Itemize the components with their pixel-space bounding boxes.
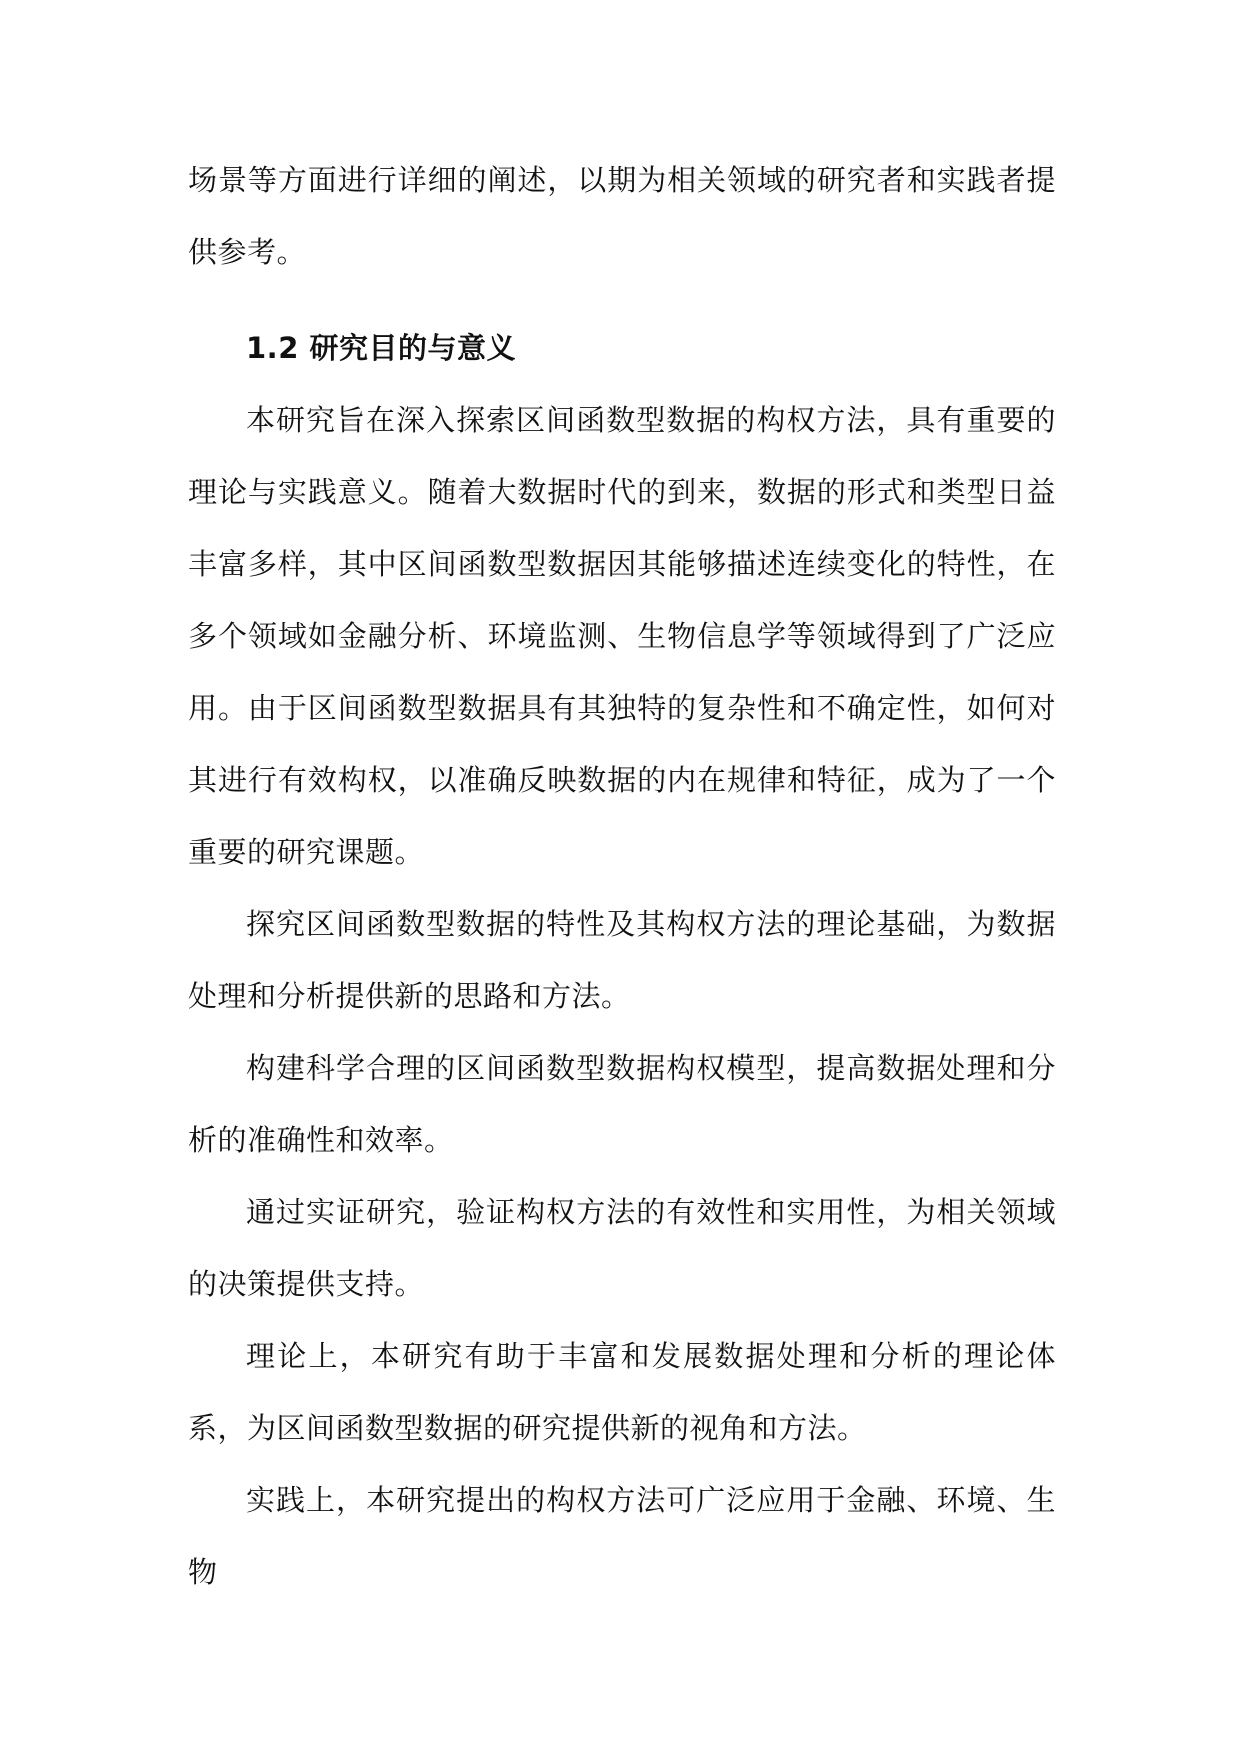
section-heading: 1.2 研究目的与意义	[246, 331, 516, 365]
body-paragraph-5: 理论上，本研究有助于丰富和发展数据处理和分析的理论体系，为区间函数型数据的研究提供新的视角和方法。	[188, 1339, 1056, 1445]
body-paragraph-3: 构建科学合理的区间函数型数据构权模型，提高数据处理和分析的准确性和效率。	[188, 1051, 1056, 1157]
document-body	[188, 144, 1056, 1608]
continuation-paragraph: 场景等方面进行详细的阐述，以期为相关领域的研究者和实践者提供参考。	[188, 163, 1056, 269]
body-paragraph-6: 实践上，本研究提出的构权方法可广泛应用于金融、环境、生物	[188, 1483, 1056, 1589]
body-paragraph-4: 通过实证研究，验证构权方法的有效性和实用性，为相关领域的决策提供支持。	[188, 1195, 1056, 1301]
body-paragraph-2: 探究区间函数型数据的特性及其构权方法的理论基础，为数据处理和分析提供新的思路和方法。	[188, 907, 1056, 1013]
body-paragraph-1: 本研究旨在深入探索区间函数型数据的构权方法，具有重要的理论与实践意义。随着大数据时代的到来，数据的形式和类型日益丰富多样，其中区间函数型数据因其能够描述连续变化的特性，在多个领域如金融分析、环境监测、生物信息学等领域得到了广泛应用。由于区间函数型数据具有其独特的复杂性和不确定性，如何对其进行有效构权，以准确反映数据的内在规律和特征，成为了一个重要的研究课题。	[188, 403, 1056, 869]
